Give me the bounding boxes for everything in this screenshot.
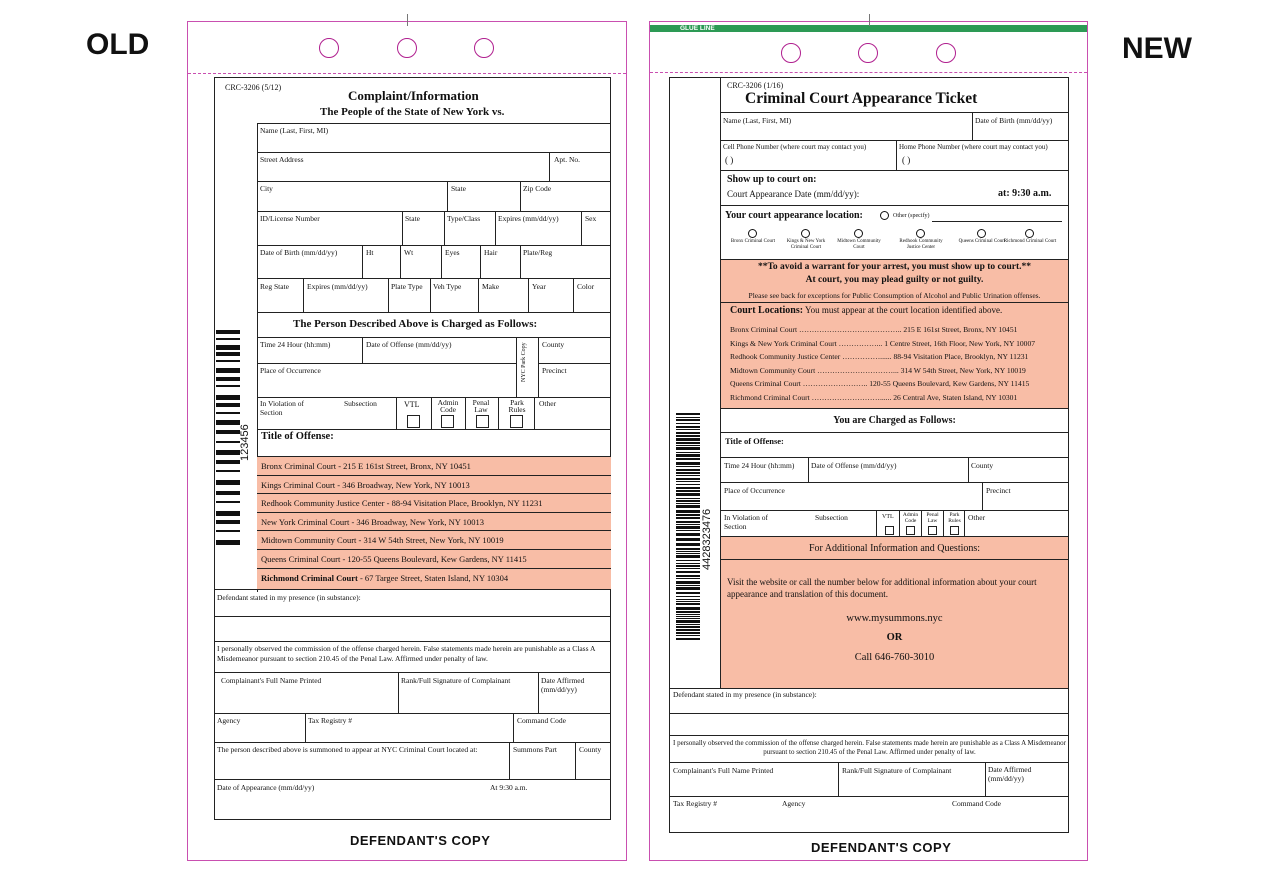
barcode-bar bbox=[676, 607, 700, 610]
barcode-bar bbox=[676, 432, 700, 434]
new-home-paren: ( ) bbox=[902, 155, 911, 165]
old-park-rules-label: Park Rules bbox=[508, 398, 526, 414]
old-year-label: Year bbox=[532, 282, 546, 291]
new-dob-label: Date of Birth (mm/dd/yy) bbox=[975, 116, 1053, 125]
barcode-bar bbox=[676, 599, 700, 600]
new-show-up: Show up to court on: bbox=[727, 174, 817, 185]
old-park-checkbox[interactable] bbox=[510, 415, 523, 428]
old-tax-label: Tax Registry # bbox=[308, 716, 353, 725]
barcode-bar bbox=[676, 533, 700, 536]
new-court-location: Midtown Community Court …………………………... 314 W 54th Street, New York, NY 10019 bbox=[730, 365, 1026, 375]
new-precinct-label: Precinct bbox=[986, 486, 1011, 495]
new-warning-1: **To avoid a warrant for your arrest, you must show up to court.** bbox=[757, 262, 1032, 272]
barcode-bar bbox=[676, 548, 700, 550]
barcode-bar bbox=[676, 452, 700, 453]
old-sex-label: Sex bbox=[585, 214, 597, 223]
barcode-bar bbox=[676, 510, 700, 513]
barcode-bar bbox=[676, 575, 700, 577]
barcode-bar bbox=[676, 565, 700, 567]
old-admin-code-label: Admin Code bbox=[437, 398, 459, 414]
new-court-location: Richmond Criminal Court ………………………...... 26 Central Ave, Staten Island, NY 10301 bbox=[730, 392, 1018, 402]
new-warning-3: Please see back for exceptions for Public Consumption of Alcohol and Public Urination offenses. bbox=[748, 291, 1041, 300]
barcode-bar bbox=[676, 484, 700, 485]
barcode-bar bbox=[216, 395, 240, 400]
old-hole bbox=[397, 38, 417, 58]
barcode-bar bbox=[216, 403, 240, 407]
location-radio[interactable] bbox=[748, 229, 757, 238]
old-form bbox=[214, 77, 611, 820]
barcode-bar bbox=[216, 501, 240, 503]
old-title: Complaint/Information bbox=[348, 88, 479, 103]
barcode-bar bbox=[676, 413, 700, 415]
old-form-id: CRC-3206 (5/12) bbox=[225, 83, 282, 92]
barcode-bar bbox=[676, 417, 700, 418]
new-defendant-stated: Defendant stated in my presence (in substance): bbox=[673, 690, 817, 699]
old-court-row: Bronx Criminal Court - 215 E 161st Street, Bronx, NY 10451 bbox=[261, 461, 471, 471]
new-form-id: CRC-3206 (1/16) bbox=[727, 81, 784, 90]
location-radio[interactable] bbox=[801, 229, 810, 238]
new-call[interactable]: Call 646-760-3010 bbox=[854, 652, 935, 663]
old-nyc-park-label: NYC Park Copy bbox=[521, 342, 527, 382]
old-command-label: Command Code bbox=[517, 716, 566, 725]
old-court-row: New York Criminal Court - 346 Broadway, New York, NY 10013 bbox=[261, 516, 484, 527]
old-agency-label: Agency bbox=[217, 716, 241, 725]
barcode-bar bbox=[676, 592, 700, 594]
new-cell-paren: ( ) bbox=[725, 155, 734, 165]
new-charged-heading: You are Charged as Follows: bbox=[833, 415, 956, 426]
old-violation-label: In Violation of Section bbox=[260, 399, 304, 417]
location-radio[interactable] bbox=[854, 229, 863, 238]
barcode-bar bbox=[676, 553, 700, 554]
barcode-bar bbox=[676, 585, 700, 586]
barcode-bar bbox=[676, 469, 700, 471]
barcode-bar bbox=[676, 616, 700, 617]
barcode-bar bbox=[676, 571, 700, 573]
new-park-checkbox[interactable] bbox=[950, 526, 959, 535]
old-admin-checkbox[interactable] bbox=[441, 415, 454, 428]
new-penal-law-label: Penal Law bbox=[926, 512, 939, 524]
new-home-label: Home Phone Number (where court may contact you) bbox=[899, 143, 1048, 151]
old-title-offense: Title of Offense: bbox=[261, 431, 334, 442]
new-vtl-label: VTL bbox=[882, 514, 894, 520]
barcode-bar bbox=[676, 500, 700, 502]
barcode-bar bbox=[216, 460, 240, 464]
new-court-date-label: Court Appearance Date (mm/dd/yy): bbox=[727, 189, 860, 199]
old-summoned-text: The person described above is summoned to appear at NYC Criminal Court located at: bbox=[217, 745, 478, 754]
barcode-bar bbox=[676, 638, 700, 640]
new-court-location: Queens Criminal Court …………………….. 120-55 Queens Boulevard, Kew Gardens, NY 11415 bbox=[730, 379, 1030, 388]
barcode-bar bbox=[216, 377, 240, 381]
new-other-label-2: Other bbox=[968, 513, 986, 522]
barcode-bar bbox=[676, 555, 700, 558]
barcode-bar bbox=[216, 360, 240, 362]
old-eyes-label: Eyes bbox=[445, 248, 460, 257]
barcode-bar bbox=[676, 521, 700, 523]
new-center-tick bbox=[869, 14, 870, 26]
old-make-label: Make bbox=[482, 282, 500, 291]
barcode-bar bbox=[676, 587, 700, 590]
old-subtitle: The People of the State of New York vs. bbox=[320, 106, 505, 118]
new-rank-label: Rank/Full Signature of Complainant bbox=[842, 766, 952, 775]
barcode-bar bbox=[676, 635, 700, 636]
old-perforation bbox=[188, 73, 626, 74]
old-penal-law-label: Penal Law bbox=[472, 398, 490, 414]
barcode-bar bbox=[216, 491, 240, 495]
barcode-bar bbox=[676, 632, 700, 634]
location-radio[interactable] bbox=[916, 229, 925, 238]
old-color-label: Color bbox=[577, 282, 595, 291]
old-name-label: Name (Last, First, MI) bbox=[260, 126, 329, 135]
new-park-rules-label: Park Rules bbox=[948, 512, 961, 524]
new-time-label: Time 24 Hour (hh:mm) bbox=[724, 461, 795, 470]
barcode-bar bbox=[676, 538, 700, 541]
old-hair-label: Hair bbox=[484, 248, 498, 257]
location-radio[interactable] bbox=[977, 229, 986, 238]
old-vtl-label: VTL bbox=[404, 400, 420, 409]
barcode-bar bbox=[676, 458, 700, 460]
old-dob-label: Date of Birth (mm/dd/yy) bbox=[260, 248, 338, 257]
new-other-radio[interactable] bbox=[880, 211, 889, 220]
barcode-bar bbox=[676, 475, 700, 476]
new-hole bbox=[858, 43, 878, 63]
barcode-bar bbox=[676, 568, 700, 569]
old-court-row: Kings Criminal Court - 346 Broadway, New York, NY 10013 bbox=[261, 479, 470, 490]
barcode-bar bbox=[216, 530, 240, 532]
new-info-heading: For Additional Information and Questions: bbox=[808, 543, 981, 554]
barcode-bar bbox=[676, 472, 700, 474]
old-city-label: City bbox=[260, 184, 273, 193]
barcode-bar bbox=[676, 493, 700, 496]
old-observed-text: I personally observed the commission of the offense charged herein. False statements made herein are punishable as a Class A Misdemeanor pursuant to section 210.45 of the Penal Law. Affirmed under penalty of law. bbox=[217, 644, 595, 663]
old-subsection-label: Subsection bbox=[344, 399, 377, 408]
new-admin-code-label: Admin Code bbox=[902, 512, 919, 524]
new-complainant-label: Complainant's Full Name Printed bbox=[673, 766, 774, 775]
old-court-row: Midtown Community Court - 314 W 54th Street, New York, NY 10019 bbox=[261, 535, 504, 546]
new-other-label: Other (specify) bbox=[893, 213, 930, 219]
barcode-bar bbox=[676, 503, 700, 504]
barcode-bar bbox=[676, 435, 700, 437]
new-court-location: Bronx Criminal Court ………………………………….. 215 E 161st Street, Bronx, NY 10451 bbox=[730, 325, 1018, 334]
old-plate-reg-label: Plate/Reg bbox=[523, 248, 553, 257]
old-court-row: Redhook Community Justice Center - 88-94 Visitation Place, Brooklyn, NY 11231 bbox=[261, 498, 543, 509]
new-hole bbox=[781, 43, 801, 63]
barcode-bar bbox=[216, 540, 240, 545]
old-date-offense-label: Date of Offense (mm/dd/yy) bbox=[366, 340, 452, 349]
barcode-bar bbox=[216, 412, 240, 414]
new-barcode-number: 4428323476 bbox=[701, 508, 713, 570]
old-other-label: Other bbox=[539, 399, 557, 408]
barcode-bar bbox=[676, 524, 700, 525]
old-id-label: ID/License Number bbox=[260, 214, 320, 223]
old-apt-label: Apt. No. bbox=[554, 155, 581, 164]
location-option-label: Richmond Criminal Court bbox=[1003, 239, 1057, 244]
barcode-bar bbox=[216, 352, 240, 356]
old-street-label: Street Address bbox=[260, 155, 304, 164]
barcode-bar bbox=[676, 620, 700, 623]
new-title-offense: Title of Offense: bbox=[725, 436, 784, 446]
old-label: OLD bbox=[86, 28, 150, 61]
barcode-bar bbox=[676, 490, 700, 492]
barcode-bar bbox=[216, 330, 240, 334]
barcode-bar bbox=[676, 614, 700, 615]
barcode-bar bbox=[676, 505, 700, 508]
barcode-bar bbox=[676, 454, 700, 457]
barcode-bar bbox=[216, 450, 240, 455]
barcode-bar bbox=[216, 338, 240, 340]
old-rank-label: Rank/Full Signature of Complainant bbox=[401, 676, 511, 685]
old-county-label: County bbox=[542, 340, 565, 349]
old-place-label: Place of Occurrence bbox=[260, 366, 321, 375]
old-state2-label: State bbox=[405, 214, 420, 223]
barcode-bar bbox=[216, 441, 240, 443]
old-summons-part-label: Summons Part bbox=[513, 745, 557, 754]
location-option-label: Redhook Community Justice Center bbox=[899, 239, 943, 250]
barcode-bar bbox=[676, 438, 700, 441]
barcode-bar bbox=[676, 445, 700, 446]
barcode-bar bbox=[676, 481, 700, 482]
barcode-bar bbox=[676, 530, 700, 531]
old-expires2-label: Expires (mm/dd/yy) bbox=[307, 282, 368, 291]
barcode-bar bbox=[676, 447, 700, 450]
barcode-bar bbox=[676, 526, 700, 529]
barcode-bar bbox=[676, 498, 700, 499]
new-at-time: at: 9:30 a.m. bbox=[998, 188, 1052, 199]
barcode-bar bbox=[676, 478, 700, 480]
new-or: OR bbox=[886, 632, 903, 643]
new-title: Criminal Court Appearance Ticket bbox=[745, 90, 978, 107]
barcode-bar bbox=[676, 551, 700, 552]
new-tax-label: Tax Registry # bbox=[673, 799, 718, 808]
new-subsection-label: Subsection bbox=[815, 513, 848, 522]
old-vtl-checkbox[interactable] bbox=[407, 415, 420, 428]
new-admin-checkbox[interactable] bbox=[906, 526, 915, 535]
old-time-label: Time 24 Hour (hh:mm) bbox=[260, 340, 331, 349]
location-radio[interactable] bbox=[1025, 229, 1034, 238]
old-ht-label: Ht bbox=[366, 248, 374, 257]
new-place-label: Place of Occurrence bbox=[724, 486, 785, 495]
old-zip-label: Zip Code bbox=[523, 184, 552, 193]
new-website[interactable]: www.mysummons.nyc bbox=[846, 613, 943, 624]
barcode-bar bbox=[676, 611, 700, 613]
barcode-bar bbox=[676, 603, 700, 605]
barcode-bar bbox=[216, 430, 240, 434]
new-penal-checkbox[interactable] bbox=[928, 526, 937, 535]
old-type-label: Type/Class bbox=[447, 214, 481, 223]
location-option-label: Queens Criminal Court bbox=[958, 239, 1006, 244]
barcode-bar bbox=[216, 470, 240, 472]
new-date-offense-label: Date of Offense (mm/dd/yy) bbox=[811, 461, 897, 470]
new-court-location: Kings & New York Criminal Court ……………... 1 Centre Street, 16th Floor, New York, NY 10007 bbox=[730, 338, 1036, 348]
old-at-time: At 9:30 a.m. bbox=[490, 783, 528, 792]
barcode-bar bbox=[676, 601, 700, 602]
old-expires-label: Expires (mm/dd/yy) bbox=[498, 214, 559, 223]
barcode-bar bbox=[676, 578, 700, 579]
old-penal-checkbox[interactable] bbox=[476, 415, 489, 428]
old-barcode-number: 123456 bbox=[239, 424, 251, 461]
old-court-row: Queens Criminal Court - 120-55 Queens Boulevard, Kew Gardens, NY 11415 bbox=[261, 554, 527, 564]
barcode-bar bbox=[676, 419, 700, 421]
new-vtl-checkbox[interactable] bbox=[885, 526, 894, 535]
barcode-bar bbox=[676, 629, 700, 631]
old-defendant-stated: Defendant stated in my presence (in substance): bbox=[217, 593, 361, 602]
new-agency-label: Agency bbox=[782, 799, 806, 808]
old-charged-heading: The Person Described Above is Charged as Follows: bbox=[293, 318, 538, 330]
old-reg-state-label: Reg State bbox=[260, 282, 289, 291]
old-wt-label: Wt bbox=[404, 248, 414, 257]
new-hole bbox=[936, 43, 956, 63]
barcode-bar bbox=[676, 442, 700, 444]
new-label: NEW bbox=[1122, 32, 1192, 65]
barcode-bar bbox=[676, 429, 700, 430]
barcode-bar bbox=[216, 511, 240, 516]
barcode-bar bbox=[216, 368, 240, 373]
old-veh-type-label: Veh Type bbox=[433, 282, 462, 291]
old-plate-type-label: Plate Type bbox=[391, 282, 423, 291]
barcode-bar bbox=[216, 480, 240, 485]
new-date-affirmed-label: Date Affirmed (mm/dd/yy) bbox=[988, 765, 1032, 783]
old-appearance-label: Date of Appearance (mm/dd/yy) bbox=[217, 783, 315, 792]
barcode-bar bbox=[216, 420, 240, 425]
new-glue-line: GLUE LINE bbox=[650, 25, 1087, 32]
new-county-label: County bbox=[971, 461, 994, 470]
location-option-label: Midtown Community Court bbox=[837, 239, 881, 250]
old-copy-label: DEFENDANT'S COPY bbox=[350, 833, 491, 848]
barcode-bar bbox=[216, 520, 240, 524]
old-court-row: Richmond Criminal Court - 67 Targee Street, Staten Island, NY 10304 bbox=[261, 572, 509, 583]
new-court-loc-note: Court Locations: You must appear at the court location identified above. bbox=[730, 305, 1003, 316]
old-complainant-label: Complainant's Full Name Printed bbox=[221, 676, 322, 685]
new-copy-label: DEFENDANT'S COPY bbox=[811, 840, 952, 855]
old-hole bbox=[474, 38, 494, 58]
barcode-bar bbox=[216, 345, 240, 350]
barcode-bar bbox=[676, 487, 700, 489]
old-hole bbox=[319, 38, 339, 58]
barcode-bar bbox=[676, 563, 700, 564]
barcode-bar bbox=[676, 596, 700, 597]
new-court-location: Redhook Community Justice Center ……………...... 88-94 Visitation Place, Brooklyn, NY 11231 bbox=[730, 352, 1029, 361]
old-date-affirmed-label: Date Affirmed (mm/dd/yy) bbox=[541, 676, 585, 694]
new-command-label: Command Code bbox=[952, 799, 1001, 808]
barcode-bar bbox=[676, 626, 700, 628]
barcode-bar bbox=[216, 385, 240, 387]
barcode-bar bbox=[676, 462, 700, 465]
barcode-bar bbox=[676, 624, 700, 625]
new-warning-2: At court, you may plead guilty or not guilty. bbox=[805, 275, 984, 285]
new-observed-text: I personally observed the commission of the offense charged herein. False statements made herein are punishable as a Class A Misdemeanor pursuant to section 210.45 of the Penal Law. Affirmed under penalty of law. bbox=[673, 739, 1066, 756]
barcode-bar bbox=[676, 426, 700, 428]
new-location-heading: Your court appearance location: bbox=[725, 210, 863, 221]
new-violation-label: In Violation of Section bbox=[724, 513, 768, 531]
old-county2-label: County bbox=[579, 745, 602, 754]
barcode-bar bbox=[676, 581, 700, 584]
location-option-label: Kings & New York Criminal Court bbox=[786, 239, 826, 250]
new-name-label: Name (Last, First, MI) bbox=[723, 116, 792, 125]
barcode-bar bbox=[676, 560, 700, 561]
location-option-label: Bronx Criminal Court bbox=[730, 239, 776, 244]
old-center-tick bbox=[407, 14, 408, 26]
barcode-bar bbox=[676, 466, 700, 467]
new-cell-label: Cell Phone Number (where court may contact you) bbox=[723, 143, 867, 151]
barcode-bar bbox=[676, 423, 700, 424]
old-precinct-label: Precinct bbox=[542, 366, 567, 375]
old-state-label: State bbox=[451, 184, 466, 193]
new-perforation bbox=[650, 72, 1087, 73]
barcode-bar bbox=[676, 618, 700, 619]
new-info-text: Visit the website or call the number below for additional information about your court appearance and translation of this document. bbox=[727, 577, 1037, 599]
barcode-bar bbox=[676, 543, 700, 546]
barcode-bar bbox=[676, 517, 700, 519]
barcode-bar bbox=[676, 514, 700, 516]
